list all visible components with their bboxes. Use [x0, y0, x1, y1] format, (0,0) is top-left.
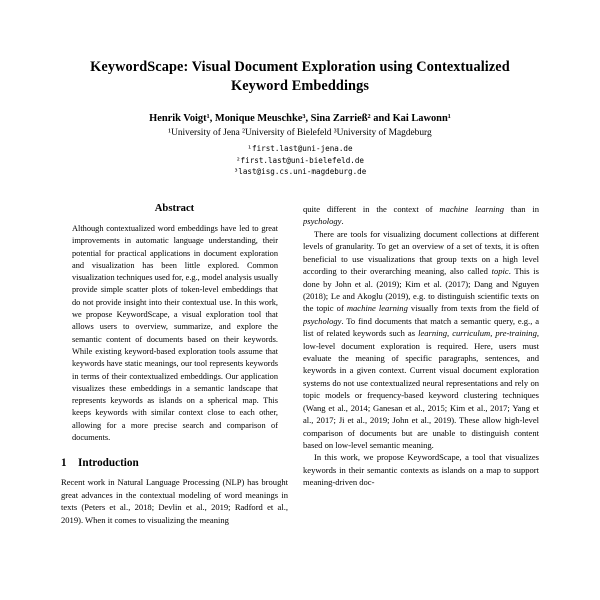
section-title: Introduction [78, 457, 139, 470]
section-number: 1 [61, 457, 67, 470]
cont-post: . [341, 216, 344, 227]
email-line: ²first.last@uni-bielefeld.de [235, 155, 364, 165]
cont-italic-psychology: psychology [303, 216, 342, 227]
email-line: ³last@isg.cs.uni-magdeburg.de [233, 167, 367, 177]
left-column [61, 203, 288, 600]
cont-mid: than in [504, 204, 539, 214]
contribution-paragraph: In this work, we propose KeywordScape, a tool that visualizes keywords in their semantic contexts as islands on a map to support meaning-driven doc- [303, 452, 539, 488]
rw-part-3: visually from texts from the field of [407, 303, 539, 314]
right-column [303, 203, 539, 600]
rw-part-1: There are tools for visualizing document collections at different levels of granularity. To get an overview of a set of texts, it is often beneficial to use visualizations that group texts on a high level according to their overarching meaning, also called [303, 228, 539, 277]
page-title: KeywordScape: Visual Document Exploration using Contextualized Keyword Embeddings [90, 59, 510, 95]
email-list [62, 143, 538, 179]
rw-italic-psychology: psychology [303, 315, 342, 326]
continuation-paragraph [303, 203, 539, 228]
abstract-body [61, 223, 288, 444]
author-list: Henrik Voigt¹, Monique Meuschke³, Sina Zarrieß² and Kai Lawonn¹ [149, 113, 451, 125]
two-column-body [0, 203, 600, 600]
introduction-paragraph: Recent work in Natural Language Processing (NLP) has brought great advances in the contextual modeling of word meanings in texts (Peters et al., 2018; Devlin et al., 2019; Radford et al., 2019). When it comes to visualizing the meaning [61, 477, 288, 525]
rw-part-5: , low-level document exploration is required. Here, users must evaluate the meaning of specific paragraphs, sentences, and keywords in a given context. Current visual document exploration systems do not use contextualized neural representations and rely on topic models or frequency-based keyword clustering techniques (Wang et al., 2014; Ganesan et al., 2015; Kim et al., 2017; Yang et al., 2017; Ji et al., 2019; John et al., 2019). These allow high-level comparison of documents but are unable to distinguish content based on low-level semantic meaning. [303, 328, 539, 451]
abstract-text: Although contextualized word embeddings have led to great improvements in automatic language understanding, their potential for practical applications in document exploration and visualization has been little explored. Common visualization techniques used for, e.g., model analysis usually provide simple scatter plots of token-level embeddings that do not provide insight into their contextual use. In this work, we propose KeywordScape, a visual exploration tool that allows users to overview, summarize, and explore the semantic content of documents based on their keywords. While existing keyword-based exploration tools assume that keywords have static meanings, our tool represents keywords in terms of their contextualized embeddings. Our application visualizes these embeddings in a semantic landscape that represents keywords as islands on a spherical map. This keeps keywords with similar context close to each other, allowing for a more precise search and comparison of documents. [72, 224, 278, 443]
abstract-heading: Abstract [154, 203, 195, 214]
rw-italic-topic: topic [491, 266, 509, 277]
title-block [0, 0, 600, 178]
rw-part-2: . This is done by John et al. (2019); Kim et al. (2017); Dang and Nguyen (2018); Le and Akoglu (2019), e.g. to distinguish scientific texts on the topic of [303, 266, 539, 314]
rw-part-4: . To find documents that match a semantic query, e.g., a list of related keywords such as [303, 315, 539, 339]
rw-italic-machine-learning: machine learning [346, 303, 408, 314]
email-line: ¹first.last@uni-jena.de [247, 143, 353, 153]
affiliation-list: ¹University of Jena ²University of Bielefeld ³University of Magdeburg [168, 128, 432, 139]
introduction-heading [61, 457, 288, 469]
related-work-paragraph [303, 228, 539, 452]
cont-pre: quite different in the context of [303, 204, 440, 214]
cont-italic-machine-learning: machine learning [439, 204, 505, 214]
rw-italic-keywords: learning, curriculum, pre-training [418, 328, 537, 339]
